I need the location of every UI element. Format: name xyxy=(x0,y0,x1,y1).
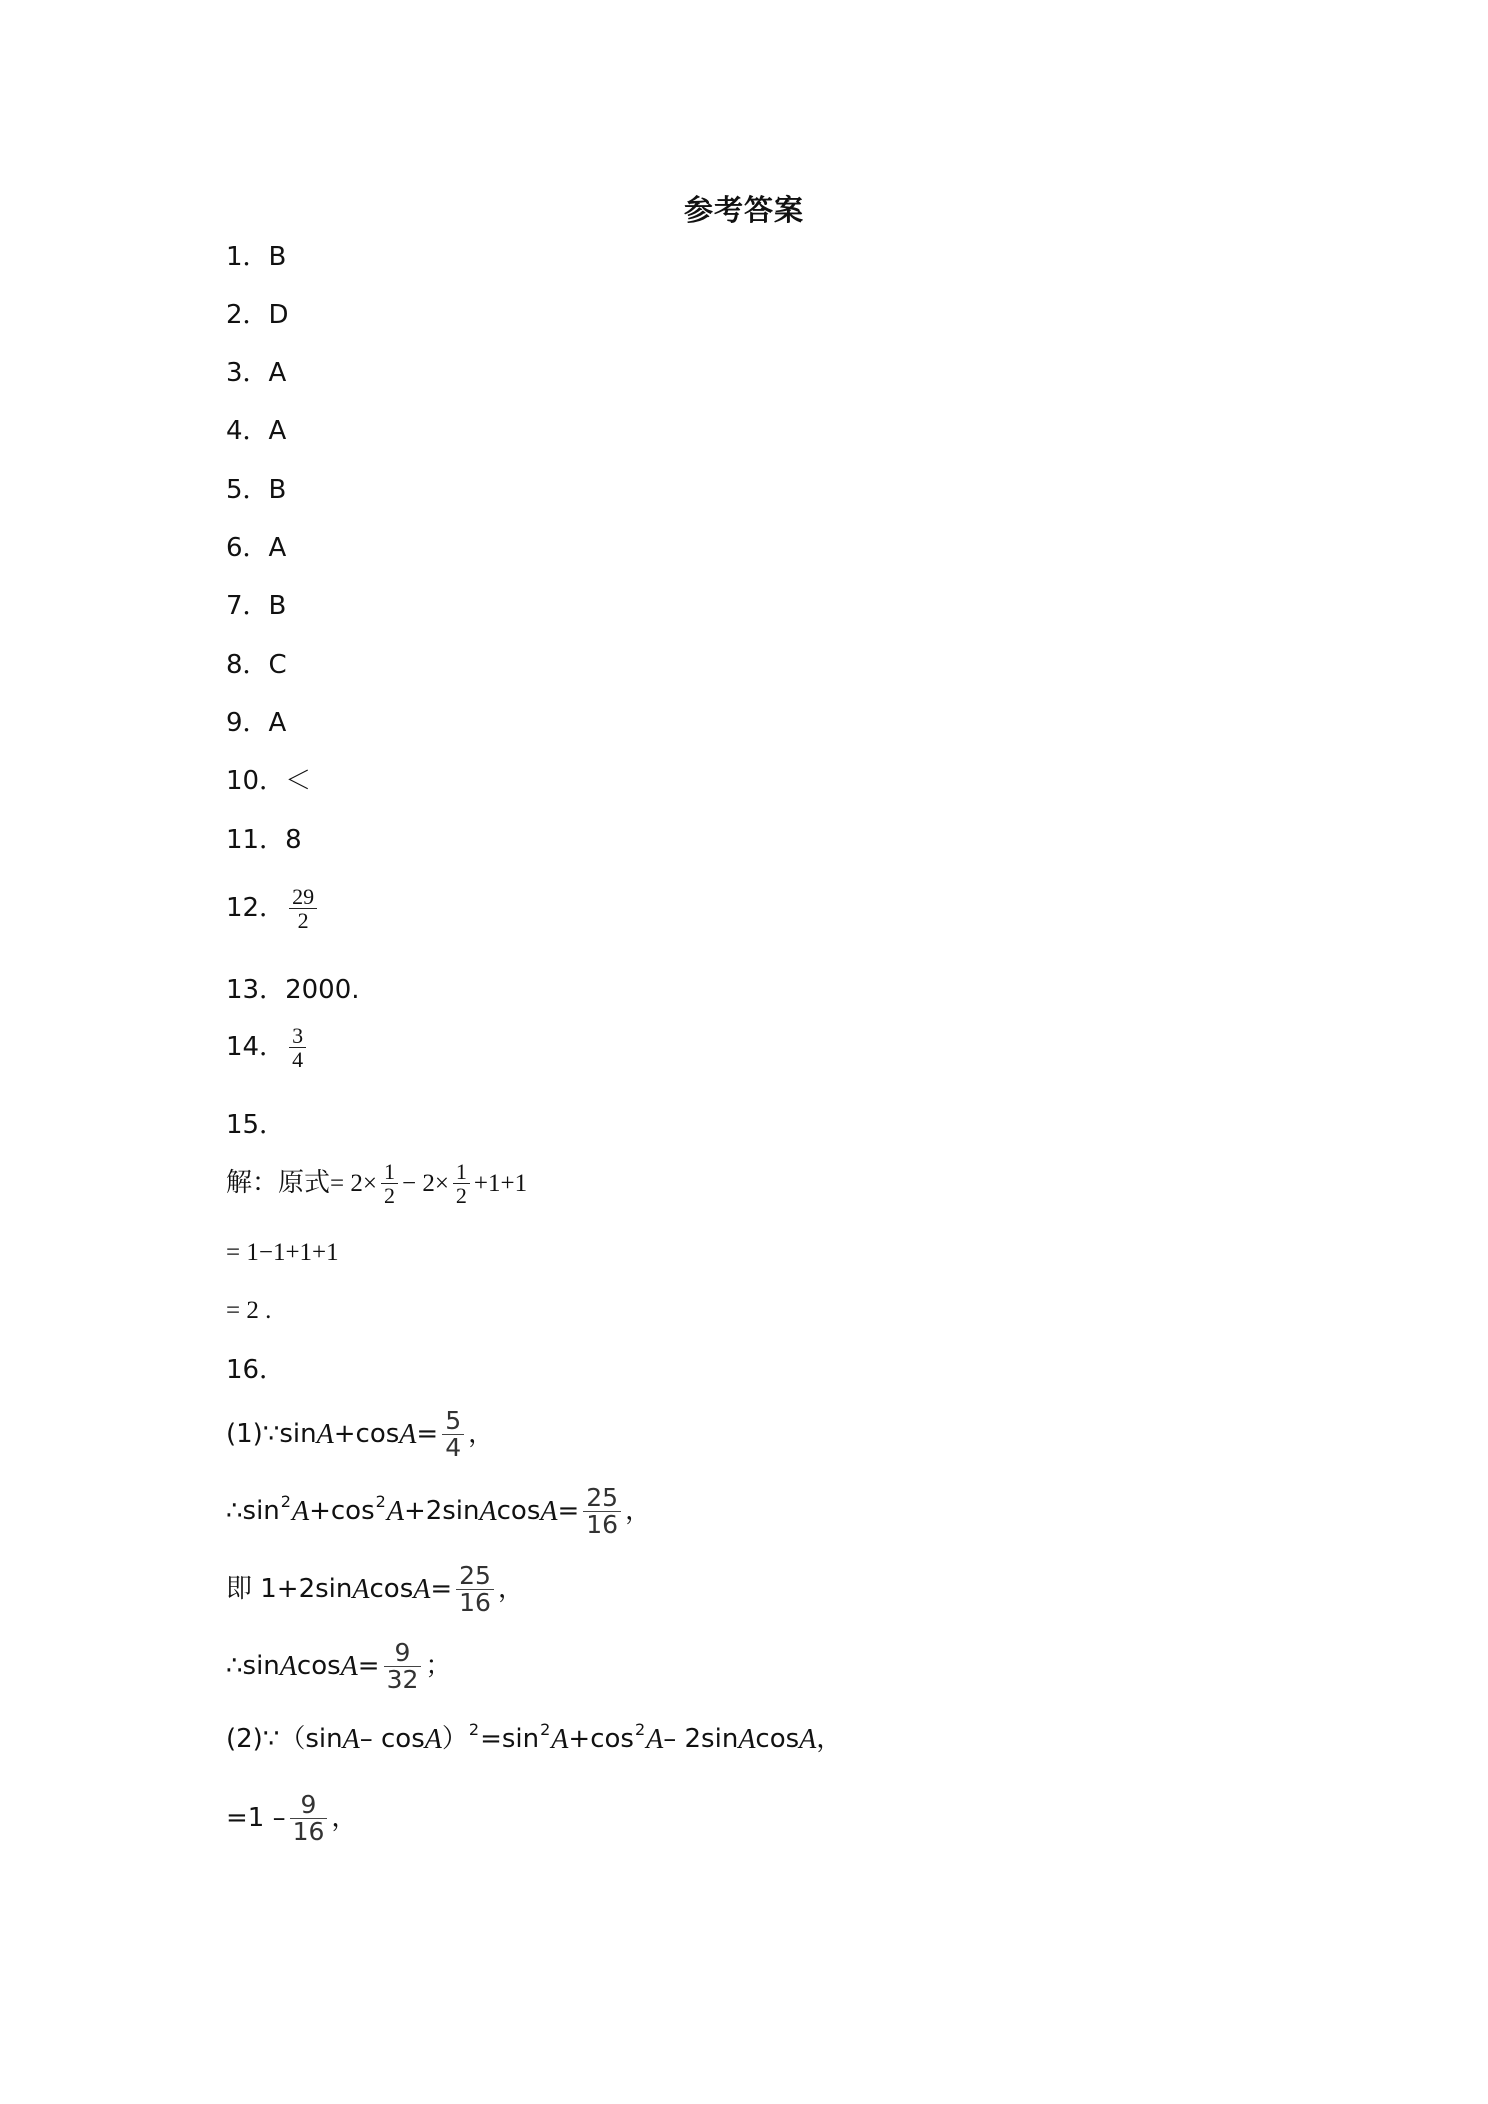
fraction-denominator: 2 xyxy=(383,1183,395,1209)
answer-6 xyxy=(226,533,286,564)
fraction-denominator: 2 xyxy=(297,908,309,934)
math-text: cos xyxy=(496,1496,541,1527)
answer-value: C xyxy=(268,650,287,680)
math-text: = 2× xyxy=(330,1169,377,1197)
answer-number: 12． xyxy=(226,893,286,923)
math-text: +cos xyxy=(333,1419,400,1450)
punctuation: ， xyxy=(625,1496,652,1527)
q16-line-5 xyxy=(226,1720,843,1757)
answer-16 xyxy=(226,1355,285,1386)
answer-value: ＜ xyxy=(285,766,312,796)
math-text: (1)∵sin xyxy=(226,1419,317,1450)
answer-value: A xyxy=(268,416,287,446)
q16-line-1 xyxy=(226,1408,494,1462)
answer-11 xyxy=(226,825,302,856)
fraction xyxy=(290,1792,328,1846)
answer-7 xyxy=(226,591,286,622)
answer-number: 3． xyxy=(226,358,269,388)
math-text: (2)∵（sin xyxy=(226,1724,343,1755)
variable-a: A xyxy=(352,1573,370,1605)
answer-2 xyxy=(226,300,289,331)
math-text: cos xyxy=(755,1724,800,1755)
fraction-denominator: 32 xyxy=(386,1665,419,1695)
equals-sign: = xyxy=(357,1651,380,1682)
fraction-numerator: 29 xyxy=(292,884,315,909)
answer-value: 2000. xyxy=(285,975,360,1005)
answer-number: 13． xyxy=(226,975,286,1005)
answer-number: 2． xyxy=(226,300,269,330)
answer-number: 10． xyxy=(226,766,286,796)
fraction xyxy=(384,1640,422,1694)
variable-a: A xyxy=(646,1724,664,1755)
equals-sign: = xyxy=(557,1496,580,1527)
math-text: ） xyxy=(441,1724,468,1755)
answer-13 xyxy=(226,975,360,1006)
math-text: cos xyxy=(296,1651,341,1682)
math-text: 即 1+2sin xyxy=(226,1574,353,1605)
fraction xyxy=(381,1160,398,1207)
fraction-denominator: 4 xyxy=(445,1433,462,1463)
answer-12 xyxy=(226,885,321,932)
math-text: =1 – xyxy=(226,1803,286,1834)
math-text: =sin xyxy=(480,1724,540,1755)
answer-number: 9． xyxy=(226,708,269,738)
math-text: +1+1 xyxy=(473,1169,528,1197)
fraction-numerator: 1 xyxy=(383,1159,395,1184)
answer-value: B xyxy=(268,475,287,505)
fraction xyxy=(442,1408,464,1462)
answer-number: 5． xyxy=(226,475,269,505)
variable-a: A xyxy=(291,1495,310,1527)
variable-a: A xyxy=(540,1495,558,1527)
superscript: 2 xyxy=(634,1720,646,1740)
variable-a: A xyxy=(738,1724,756,1755)
variable-a: A xyxy=(551,1724,569,1755)
answer-5 xyxy=(226,475,286,506)
answer-9 xyxy=(226,708,286,739)
variable-a: A xyxy=(316,1418,334,1450)
answer-number: 15． xyxy=(226,1110,286,1140)
answer-value: B xyxy=(268,591,287,621)
fraction-numerator: 25 xyxy=(586,1483,619,1512)
math-text: +cos xyxy=(568,1724,634,1755)
fraction-denominator: 16 xyxy=(292,1817,325,1847)
punctuation: ， xyxy=(468,1419,495,1450)
math-text: ∴sin xyxy=(226,1496,280,1527)
math-text: – cos xyxy=(359,1724,425,1755)
answer-number: 8． xyxy=(226,650,269,680)
q16-line-4 xyxy=(226,1640,451,1694)
fraction-numerator: 9 xyxy=(394,1638,411,1667)
fraction-numerator: 5 xyxy=(445,1406,462,1435)
fraction-denominator: 16 xyxy=(459,1588,491,1618)
fraction-numerator: 1 xyxy=(455,1159,467,1184)
fraction-denominator: 16 xyxy=(586,1510,619,1540)
math-text: − 2× xyxy=(401,1169,449,1197)
solution-prefix: 解：原式 xyxy=(226,1168,331,1198)
equals-sign: = xyxy=(430,1574,453,1605)
fraction xyxy=(453,1160,470,1207)
variable-a: A xyxy=(386,1495,404,1527)
fraction-numerator: 25 xyxy=(459,1561,491,1590)
answer-value: D xyxy=(268,300,289,330)
punctuation: ， xyxy=(497,1574,524,1605)
punctuation: ， xyxy=(816,1724,843,1755)
equals-sign: = xyxy=(416,1419,439,1450)
answer-value: A xyxy=(268,533,287,563)
superscript: 2 xyxy=(540,1720,551,1740)
answer-4 xyxy=(226,416,286,447)
answer-number: 7． xyxy=(226,591,269,621)
answer-value: A xyxy=(268,708,287,738)
variable-a: A xyxy=(340,1650,358,1682)
fraction xyxy=(289,1024,306,1071)
answer-value: B xyxy=(268,242,287,272)
answer-value: 8 xyxy=(285,825,302,855)
fraction xyxy=(583,1485,621,1539)
q16-line-2 xyxy=(226,1485,651,1539)
math-text: – 2sin xyxy=(663,1724,739,1755)
fraction xyxy=(456,1563,494,1617)
answer-8 xyxy=(226,650,287,681)
fraction-denominator: 2 xyxy=(455,1183,467,1209)
superscript: 2 xyxy=(468,1720,480,1740)
punctuation: ， xyxy=(331,1803,358,1834)
math-text: cos xyxy=(369,1574,414,1605)
q15-solution-line-2: = 1−1+1+1 xyxy=(226,1239,339,1266)
answer-number: 4． xyxy=(226,416,269,446)
answer-value: A xyxy=(268,358,287,388)
q16-line-3 xyxy=(226,1563,524,1617)
q15-solution-line-3: = 2 . xyxy=(226,1297,272,1324)
q16-line-6 xyxy=(226,1792,357,1846)
variable-a: A xyxy=(279,1650,297,1682)
page-title: 参考答案 xyxy=(683,193,804,227)
answer-number: 16． xyxy=(226,1355,286,1385)
answer-14 xyxy=(226,1024,310,1071)
math-text: +2sin xyxy=(403,1496,480,1527)
variable-a: A xyxy=(799,1724,817,1755)
answer-number: 11． xyxy=(226,825,286,855)
superscript: 2 xyxy=(280,1492,291,1512)
variable-a: A xyxy=(424,1724,442,1755)
answer-10 xyxy=(226,766,311,797)
variable-a: A xyxy=(413,1573,431,1605)
math-text: ∴sin xyxy=(226,1651,280,1682)
answer-15 xyxy=(226,1110,285,1141)
math-text: +cos xyxy=(309,1496,375,1527)
fraction-denominator: 4 xyxy=(292,1047,304,1073)
answer-number: 1． xyxy=(226,242,269,272)
superscript: 2 xyxy=(375,1492,386,1512)
fraction xyxy=(289,885,317,932)
variable-a: A xyxy=(479,1495,497,1527)
q15-solution-line-1 xyxy=(226,1160,527,1207)
answer-number: 14． xyxy=(226,1032,286,1062)
punctuation: ； xyxy=(425,1651,452,1682)
answer-1 xyxy=(226,242,286,273)
variable-a: A xyxy=(342,1724,360,1755)
fraction-numerator: 9 xyxy=(300,1790,317,1819)
fraction-numerator: 3 xyxy=(292,1023,304,1048)
variable-a: A xyxy=(399,1418,417,1450)
answer-3 xyxy=(226,358,286,389)
answer-number: 6． xyxy=(226,533,269,563)
